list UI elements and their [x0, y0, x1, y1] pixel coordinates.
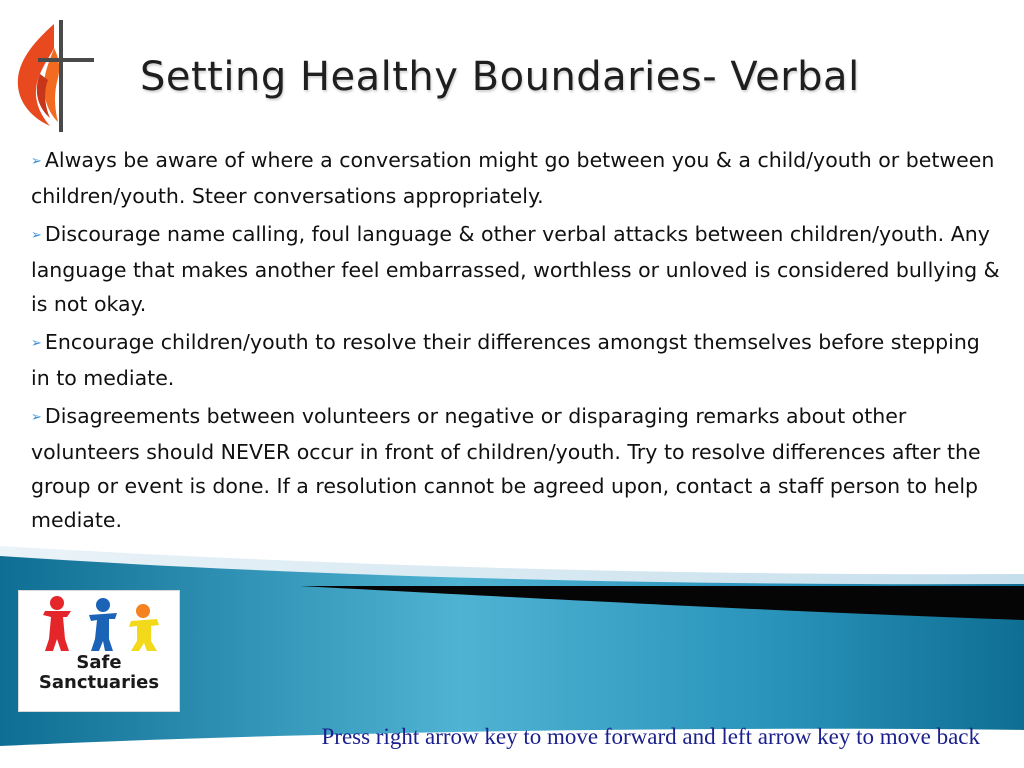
navigation-hint: Press right arrow key to move forward and left arrow key to move back — [321, 724, 980, 749]
bullet-text: Discourage name calling, foul language & other verbal attacks between children/youth. Any language that makes another feel embarrassed, worthless or unloved is considered bullying & is not okay. — [31, 222, 1000, 316]
bullet-text: Encourage children/youth to resolve their differences amongst themselves before stepping in to mediate. — [31, 330, 980, 390]
bullet-list — [31, 143, 1001, 541]
wordmark-line: Safe — [76, 652, 122, 673]
slide-title: Setting Healthy Boundaries- Verbal — [140, 54, 860, 100]
children-figures-icon — [27, 593, 172, 655]
bullet-text: Disagreements between volunteers or negative or disparaging remarks about other volunteers should NEVER occur in front of children/youth. Try to resolve differences after the group or event is done. If a resolution cannot be agreed upon, contact a staff person to help mediate. — [31, 404, 981, 532]
bullet-arrow-icon: ➢ — [31, 410, 42, 425]
bullet-item — [31, 143, 1001, 213]
bullet-item — [31, 399, 1001, 537]
safe-sanctuaries-logo — [18, 590, 180, 712]
safe-sanctuaries-wordmark — [19, 653, 179, 693]
wordmark-line: Sanctuaries — [38, 672, 160, 693]
bullet-item — [31, 217, 1001, 321]
bullet-item — [31, 325, 1001, 395]
bullet-arrow-icon: ➢ — [31, 154, 42, 169]
bullet-arrow-icon: ➢ — [31, 336, 42, 351]
cross-and-flame-icon — [14, 14, 96, 136]
bullet-text: Always be aware of where a conversation might go between you & a child/youth or between children/youth. Steer conversations appropriately. — [31, 148, 995, 208]
bullet-arrow-icon: ➢ — [31, 228, 42, 243]
